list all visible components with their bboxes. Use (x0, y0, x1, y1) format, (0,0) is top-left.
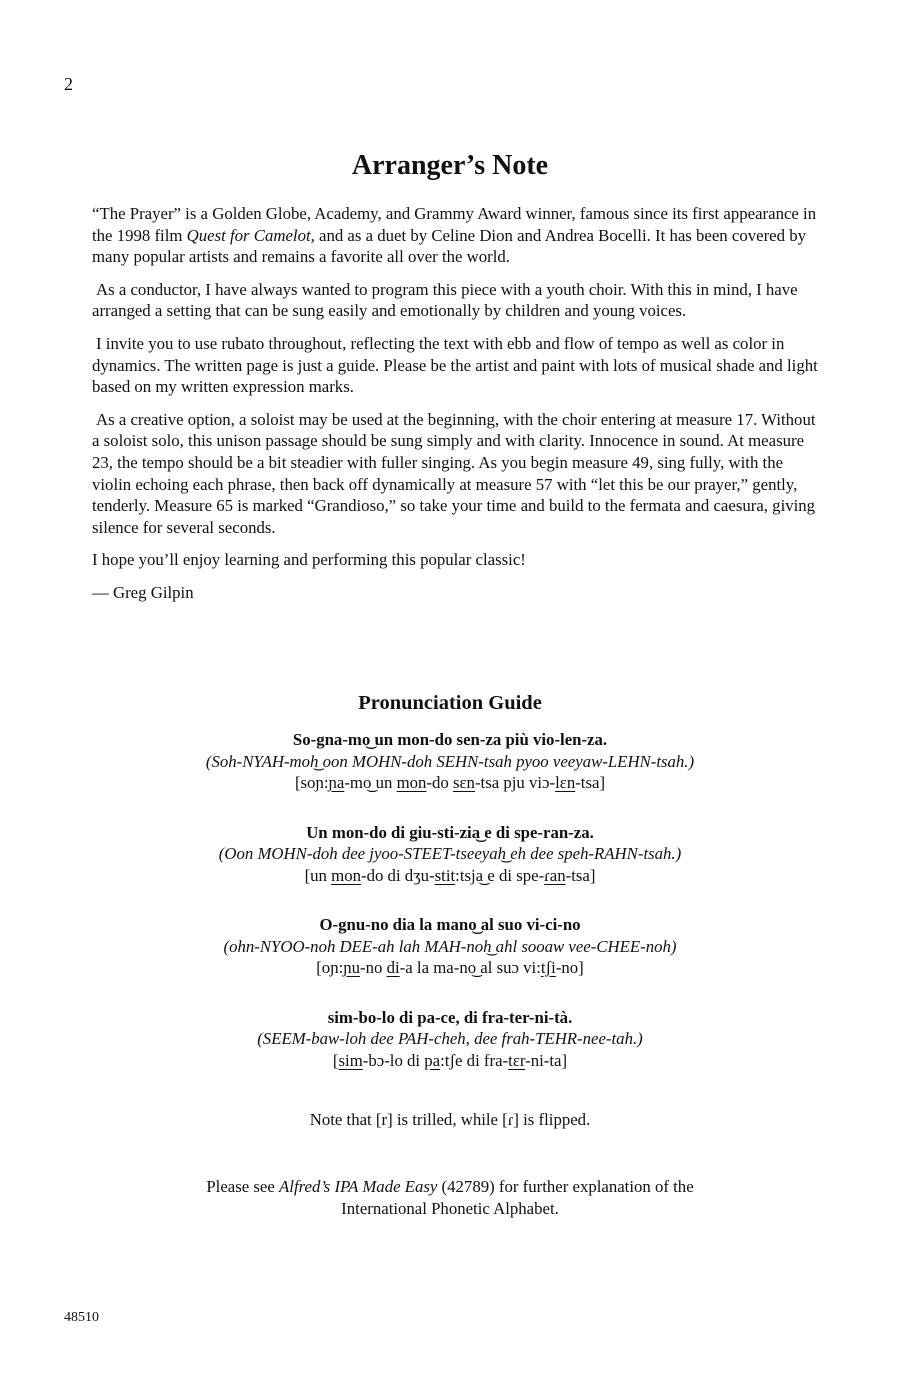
page-title: Arranger’s Note (351, 150, 549, 181)
film-title: Quest for Camelot, (186, 225, 315, 245)
note-paragraph-2: As a conductor, I have always wanted to program this piece with a youth choir. With this in mind, I have arranged a setting that can be sung easily and emotionally by children and young voices. (92, 279, 798, 321)
signature: — Greg Gilpin (92, 582, 194, 602)
italian-line: So-gna-mo͜ un mon-do sen-za più vio-len-za. (292, 730, 608, 749)
phonetic-english-line: (Soh-NYAH-moh͜ oon MOHN-doh SEHN-tsah pyoo veeyaw-LEHN-tsah.) (205, 751, 695, 771)
trill-footnote: Note that [r] is trilled, while [ɾ] is flipped. (309, 1110, 591, 1129)
note-paragraph-3: I invite you to use rubato throughout, reflecting the text with ebb and flow of tempo as well as color in dynamics. The written page is just a guide. Please be the artist and paint with lots of musical shade and light based on my written expression marks. (92, 333, 818, 397)
phonetic-english-line: (SEEM-baw-loh dee PAH-cheh, dee frah-TEHR-nee-tah.) (257, 1029, 643, 1048)
guide-entry-1 (0, 729, 900, 794)
phonetic-english-line: (Oon MOHN-doh dee jyoo-STEET-tseeyah͜ eh dee speh-RAHN-tsah.) (218, 844, 682, 863)
note-paragraph-4: As a creative option, a soloist may be used at the beginning, with the choir entering at measure 17. Without a soloist solo, this unison passage should be sung simply and with clarity. Innocence in sound. At measure 23, the tempo should be a bit steadier with fuller singing. As you begin measure 49, sing fully, with the violin echoing each phrase, then back off dynamically at measure 57 with “let this be our prayer,” gently, tenderly. Measure 65 is marked “Grandioso,” so take your time and build to the fermata and caesura, giving silence for several seconds. (92, 409, 816, 537)
page-number: 2 (64, 74, 73, 94)
note-paragraph-5: I hope you’ll enjoy learning and performing this popular classic! (92, 550, 526, 570)
pronunciation-guide (0, 729, 900, 1099)
guide-entry-3 (0, 914, 900, 979)
guide-entry-4 (0, 1007, 900, 1072)
pronunciation-guide-title: Pronunciation Guide (358, 692, 542, 714)
ipa-line: [un mon-do di dʒu-stit:tsja͜ e di spe-ɾan-tsa] (304, 865, 596, 885)
italian-line: O-gnu-no dia la mano͜ al suo vi-ci-no (319, 915, 581, 934)
ipa-line: [soɲ:ɲa-mo͜ un mon-do sɛn-tsa pju viɔ-lɛn-tsa] (294, 773, 606, 792)
arrangers-note-body (92, 203, 822, 615)
ipa-reference: Please see Alfred’s IPA Made Easy (42789) for further explanation of the International Phonetic Alphabet. (206, 1177, 694, 1218)
ipa-line: [oɲ:ɲu-no di-a la ma-no͜ al suɔ vi:tʃi-no] (316, 958, 584, 977)
note-paragraph-1: “The Prayer” is a Golden Globe, Academy, and Grammy Award winner, famous since its first appearance in the 1998 film Quest for Camelot, and as a duet by Celine Dion and Andrea Bocelli. It has been covered by many popular artists and remains a favorite all over the world. (92, 204, 817, 267)
book-title: Alfred’s IPA Made Easy (279, 1177, 438, 1196)
catalog-number: 48510 (64, 1310, 99, 1325)
guide-entry-2 (0, 822, 900, 887)
italian-line: sim-bo-lo di pa-ce, di fra-ter-ni-tà. (327, 1007, 573, 1027)
phonetic-english-line: (ohn-NYOO-noh DEE-ah lah MAH-noh͜ ahl sooaw vee-CHEE-noh) (223, 936, 677, 956)
ipa-line: [sim-bɔ-lo di pa:tʃe di fra-tɛr-ni-ta] (332, 1050, 568, 1070)
italian-line: Un mon-do di giu-sti-zia͜ e di spe-ran-za. (306, 822, 594, 842)
